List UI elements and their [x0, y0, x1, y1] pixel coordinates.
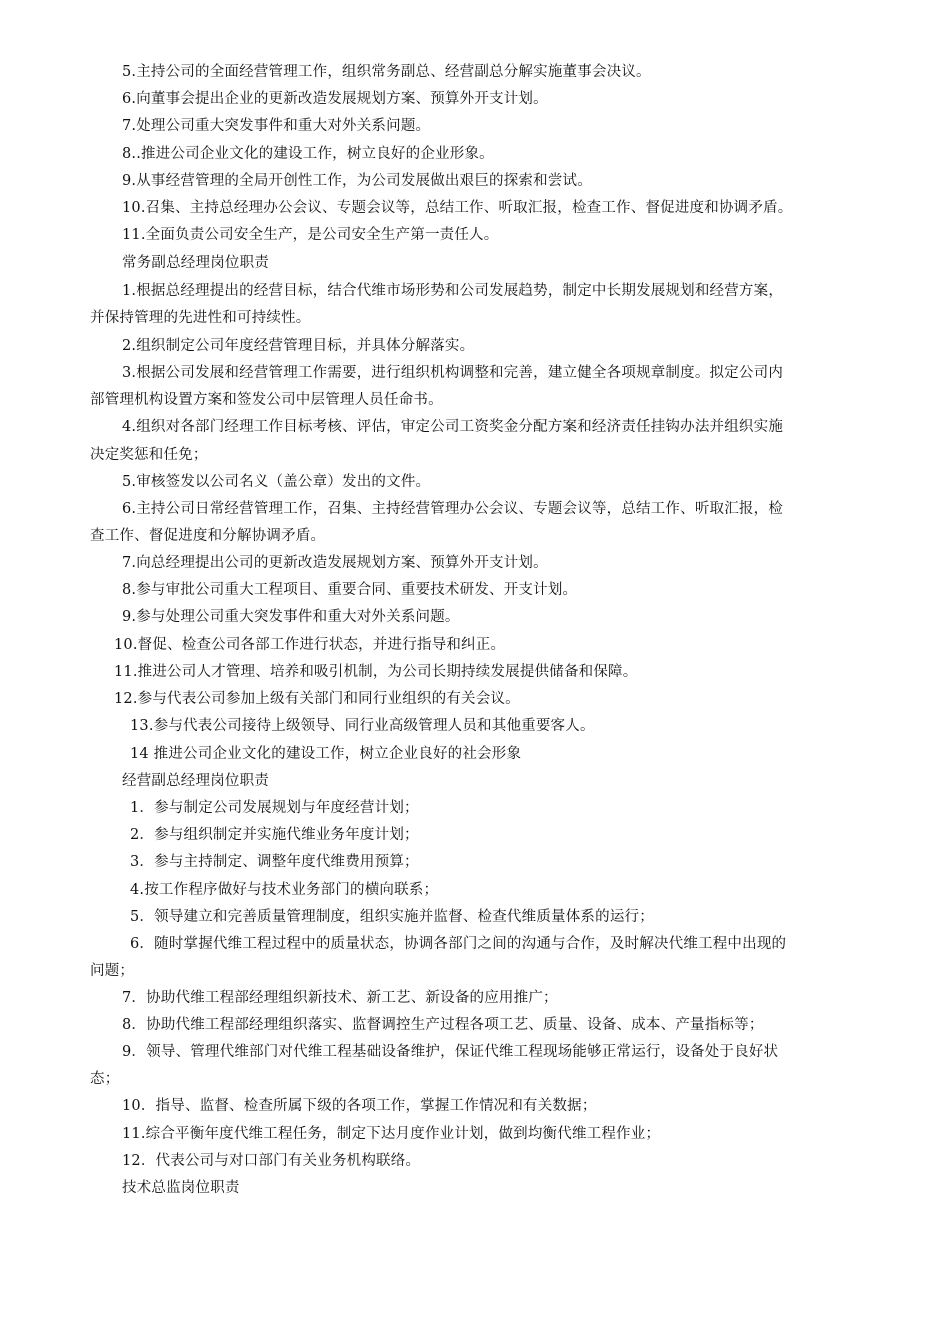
text-line: 3.根据公司发展和经营管理工作需要，进行组织机构调整和完善，建立健全各项规章制度。拟定公司内 — [122, 365, 784, 381]
text-line: 3．参与主持制定、调整年度代维费用预算； — [130, 854, 419, 870]
text-line: 8.参与审批公司重大工程项目、重要合同、重要技术研发、开支计划。 — [122, 582, 578, 598]
text-line: 8．协助代维工程部经理组织落实、监督调控生产过程各项工艺、质量、设备、成本、产量指标等； — [122, 1017, 764, 1033]
text-line: 10.督促、检查公司各部工作进行状态，并进行指导和纠正。 — [114, 637, 506, 653]
text-line: 1．参与制定公司发展规划与年度经营计划； — [130, 800, 419, 816]
text-line: 1.根据总经理提出的经营目标，结合代维市场形势和公司发展趋势，制定中长期发展规划和经营方案， — [122, 283, 784, 299]
text-line: 10．指导、监督、检查所属下级的各项工作，掌握工作情况和有关数据； — [122, 1098, 597, 1114]
text-line: 9．领导、管理代维部门对代维工程基础设备维护，保证代维工程现场能够正常运行，设备处于良好状 — [122, 1044, 779, 1060]
text-line: 5.主持公司的全面经营管理工作，组织常务副总、经营副总分解实施董事会决议。 — [122, 64, 651, 80]
text-line: 2．参与组织制定并实施代维业务年度计划； — [130, 827, 419, 843]
text-line: 查工作、督促进度和分解协调矛盾。 — [90, 528, 326, 544]
text-line: 9.从事经营管理的全局开创性工作，为公司发展做出艰巨的探索和尝试。 — [122, 173, 592, 189]
text-line: 4.组织对各部门经理工作目标考核、评估，审定公司工资奖金分配方案和经济责任挂钩办法并组织实施 — [122, 419, 784, 435]
text-line: 5．领导建立和完善质量管理制度，组织实施并监督、检查代维质量体系的运行； — [130, 909, 654, 925]
text-line: 态； — [90, 1071, 120, 1087]
text-line: 7.向总经理提出公司的更新改造发展规划方案、预算外开支计划。 — [122, 555, 548, 571]
text-line: 10.召集、主持总经理办公会议、专题会议等，总结工作、听取汇报，检查工作、督促进度和协调矛盾。 — [122, 200, 793, 216]
text-line: 11.推进公司人才管理、培养和吸引机制，为公司长期持续发展提供储备和保障。 — [114, 664, 638, 680]
text-line: 8..推进公司企业文化的建设工作，树立良好的企业形象。 — [122, 146, 494, 162]
text-line: 12．代表公司与对口部门有关业务机构联络。 — [122, 1153, 421, 1169]
text-line: 部管理机构设置方案和签发公司中层管理人员任命书。 — [90, 392, 443, 408]
text-line: 9.参与处理公司重大突发事件和重大对外关系问题。 — [122, 609, 460, 625]
text-line: 6.主持公司日常经营管理工作，召集、主持经营管理办公会议、专题会议等，总结工作、听取汇报，检 — [122, 501, 784, 517]
text-line: 14 推进公司企业文化的建设工作，树立企业良好的社会形象 — [130, 746, 522, 762]
text-line: 6.向董事会提出企业的更新改造发展规划方案、预算外开支计划。 — [122, 91, 548, 107]
text-line: 7.处理公司重大突发事件和重大对外关系问题。 — [122, 118, 431, 134]
text-line: 问题； — [90, 963, 135, 979]
text-line: 常务副总经理岗位职责 — [122, 255, 269, 271]
text-line: 7．协助代维工程部经理组织新技术、新工艺、新设备的应用推广； — [122, 990, 558, 1006]
text-line: 12.参与代表公司参加上级有关部门和同行业组织的有关会议。 — [114, 691, 520, 707]
text-line: 11.全面负责公司安全生产，是公司安全生产第一责任人。 — [122, 227, 499, 243]
text-line: 11.综合平衡年度代维工程任务，制定下达月度作业计划，做到均衡代维工程作业； — [122, 1126, 661, 1142]
text-line: 2.组织制定公司年度经营管理目标，并具体分解落实。 — [122, 338, 475, 354]
text-line: 技术总监岗位职责 — [122, 1180, 240, 1196]
text-line: 经营副总经理岗位职责 — [122, 773, 269, 789]
text-line: 并保持管理的先进性和可持续性。 — [90, 310, 311, 326]
text-line: 4.按工作程序做好与技术业务部门的横向联系； — [130, 882, 439, 898]
text-line: 5.审核签发以公司名义（盖公章）发出的文件。 — [122, 474, 431, 490]
text-line: 13.参与代表公司接待上级领导、同行业高级管理人员和其他重要客人。 — [130, 718, 595, 734]
text-line: 6．随时掌握代维工程过程中的质量状态，协调各部门之间的沟通与合作，及时解决代维工程中出现的 — [130, 936, 787, 952]
text-line: 决定奖惩和任免； — [90, 447, 208, 463]
